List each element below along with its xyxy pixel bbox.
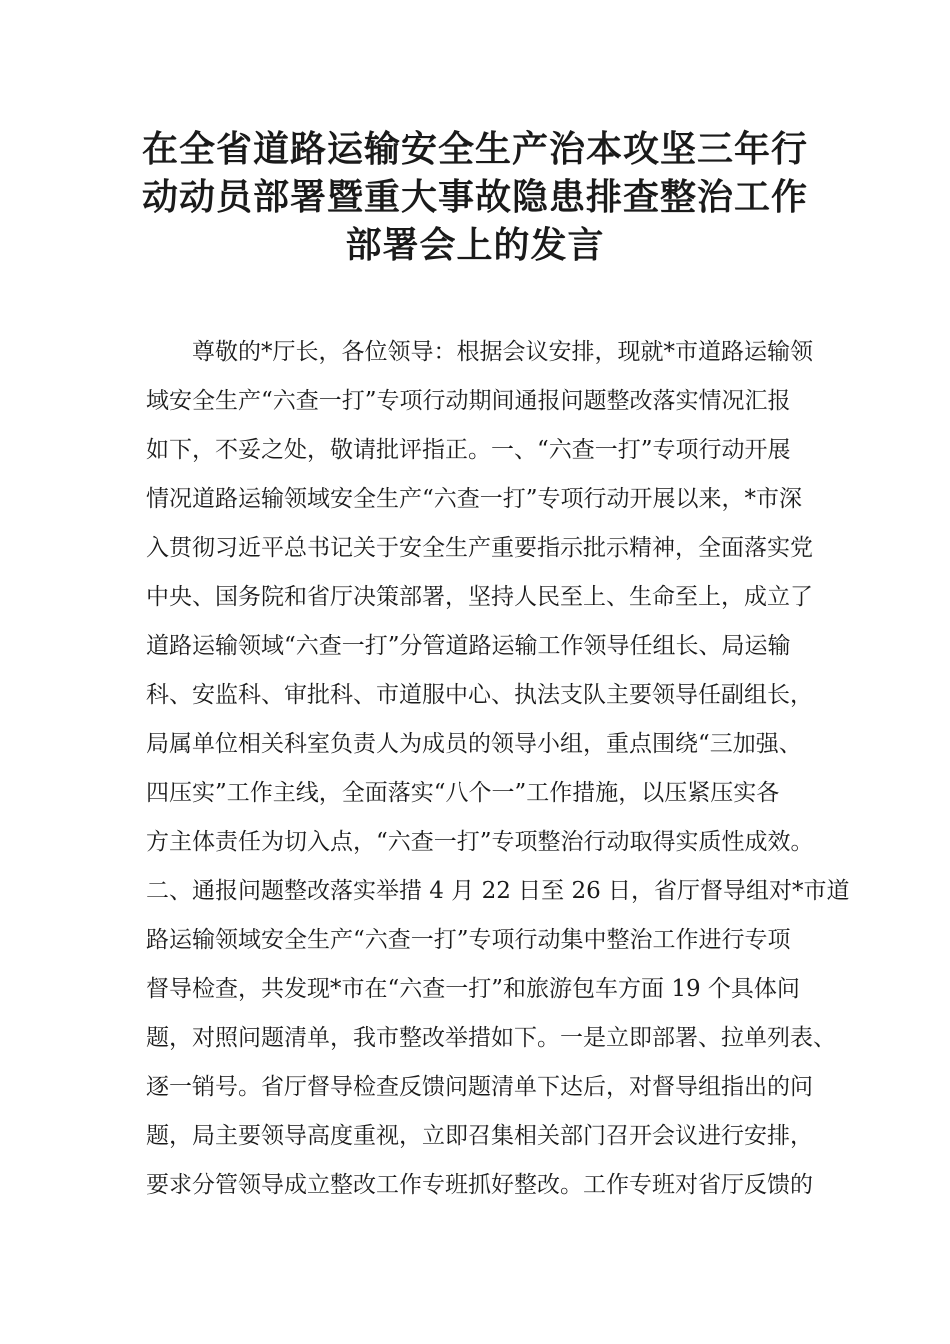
body-line: 尊敬的*厅长，各位领导：根据会议安排，现就*市道路运输领 — [192, 339, 813, 365]
body-line: 科、安监科、审批科、市道服中心、执法支队主要领导任副组长， — [146, 682, 813, 708]
body-line: 要求分管领导成立整改工作专班抓好整改。工作专班对省厅反馈的 — [146, 1172, 813, 1198]
title-line-2: 动动员部署暨重大事故隐患排查整治工作 — [141, 177, 808, 218]
body-line: 督导检查，共发现*市在“六查一打”和旅游包车方面 19 个具体问 — [146, 976, 800, 1002]
body-line: 局属单位相关科室负责人为成员的领导小组，重点围绕“三加强、 — [146, 731, 802, 757]
body-line: 题，对照问题清单，我市整改举措如下。一是立即部署、拉单列表、 — [146, 1025, 836, 1051]
body-line: 入贯彻习近平总书记关于安全生产重要指示批示精神，全面落实党 — [146, 535, 813, 561]
title-line-3: 部署会上的发言 — [345, 225, 605, 266]
body-line: 情况道路运输领域安全生产“六查一打”专项行动开展以来，*市深 — [146, 486, 803, 512]
body-line: 如下，不妥之处，敬请批评指正。一、“六查一打”专项行动开展 — [146, 437, 791, 463]
body-line: 道路运输领域“六查一打”分管道路运输工作领导任组长、局运输 — [146, 633, 791, 659]
body-line: 四压实”工作主线，全面落实“八个一”工作措施，以压紧压实各 — [146, 780, 780, 806]
body-line: 路运输领域安全生产“六查一打”专项行动集中整治工作进行专项 — [146, 927, 791, 953]
body-line: 方主体责任为切入点，“六查一打”专项整治行动取得实质性成效。 — [146, 829, 814, 855]
body-line: 域安全生产“六查一打”专项行动期间通报问题整改落实情况汇报 — [146, 388, 791, 414]
body-line: 逐一销号。省厅督导检查反馈问题清单下达后，对督导组指出的问 — [146, 1074, 813, 1100]
document-body — [146, 328, 850, 1210]
body-line: 二、通报问题整改落实举措 4 月 22 日至 26 日，省厅督导组对*市道 — [146, 878, 850, 904]
title-line-1: 在全省道路运输安全生产治本攻坚三年行 — [141, 129, 808, 170]
body-line: 中央、国务院和省厅决策部署，坚持人民至上、生命至上，成立了 — [146, 584, 813, 610]
document-title — [130, 126, 820, 270]
body-line: 题，局主要领导高度重视，立即召集相关部门召开会议进行安排， — [146, 1123, 813, 1149]
